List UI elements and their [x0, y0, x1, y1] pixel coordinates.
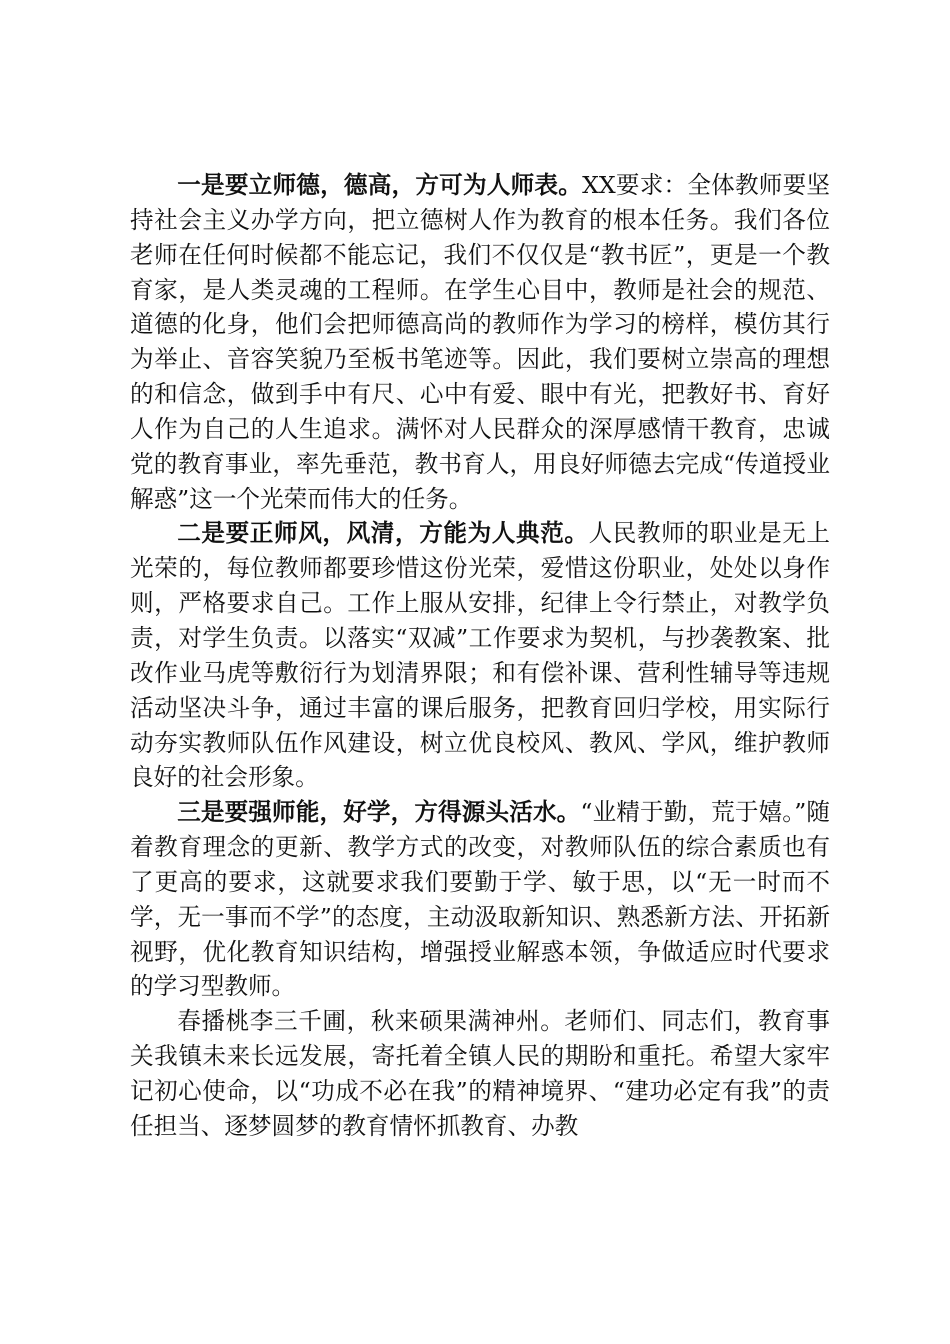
paragraph-text: 人民教师的职业是无上光荣的，每位教师都要珍惜这份光荣，爱惜这份职业，处处以身作则，严格要求自己。工作上服从安排，纪律上令行禁止，对教学负责，对学生负责。以落实“双减”工作要求为契机，与抄袭教案、批改作业马虎等敷衍行为划清界限；和有偿补课、营利性辅导等违规活动坚决斗争，通过丰富的课后服务，把教育回归学校，用实际行动夯实教师队伍作风建设，树立优良校风、教风、学风，维护教师良好的社会形象。	[130, 519, 831, 792]
paragraph-teacher-ethics	[130, 168, 830, 516]
paragraph-text: “业精于勤，荒于嬉。”随着教育理念的更新、教学方式的改变，对教师队伍的综合素质也有了更高的要求，这就要求我们要勤于学、敏于思，以“无一时而不学，无一事而不学”的态度，主动汲取新知识、熟悉新方法、开拓新视野，优化教育知识结构，增强授业解惑本领，争做适应时代要求的学习型教师。	[130, 798, 831, 1001]
paragraph-lead: 一是要立师德，德高，方可为人师表。	[177, 171, 583, 199]
paragraph-lead: 三是要强师能，好学，方得源头活水。	[177, 798, 581, 827]
paragraph-teacher-conduct	[130, 516, 830, 795]
paragraph-text: XX要求：全体教师要坚持社会主义办学方向，把立德树人作为教育的根本任务。我们各位老师在任何时候都不能忘记，我们不仅仅是“教书匠”，更是一个教育家，是人类灵魂的工程师。在学生心目中，教师是社会的规范、道德的化身，他们会把师德高尚的教师作为学习的榜样，模仿其行为举止、音容笑貌乃至板书笔迹等。因此，我们要树立崇高的理想的和信念，做到手中有尺、心中有爱、眼中有光，把教好书、育好人作为自己的人生追求。满怀对人民群众的深厚感情干教育，忠诚党的教育事业，率先垂范，教书育人，用良好师德去完成“传道授业解惑”这一个光荣而伟大的任务。	[130, 171, 831, 513]
document-body	[130, 168, 830, 1144]
paragraph-closing	[130, 1004, 830, 1143]
paragraph-teacher-ability	[130, 795, 830, 1004]
paragraph-lead: 二是要正师风，风清，方能为人典范。	[177, 519, 589, 548]
paragraph-text: 春播桃李三千圃，秋来硕果满神州。老师们、同志们，教育事关我镇未来长远发展，寄托着全镇人民的期盼和重托。希望大家牢记初心使命，以“功成不必在我”的精神境界、“建功必定有我”的责任担当、逐梦圆梦的教育情怀抓教育、办教	[130, 1007, 830, 1140]
